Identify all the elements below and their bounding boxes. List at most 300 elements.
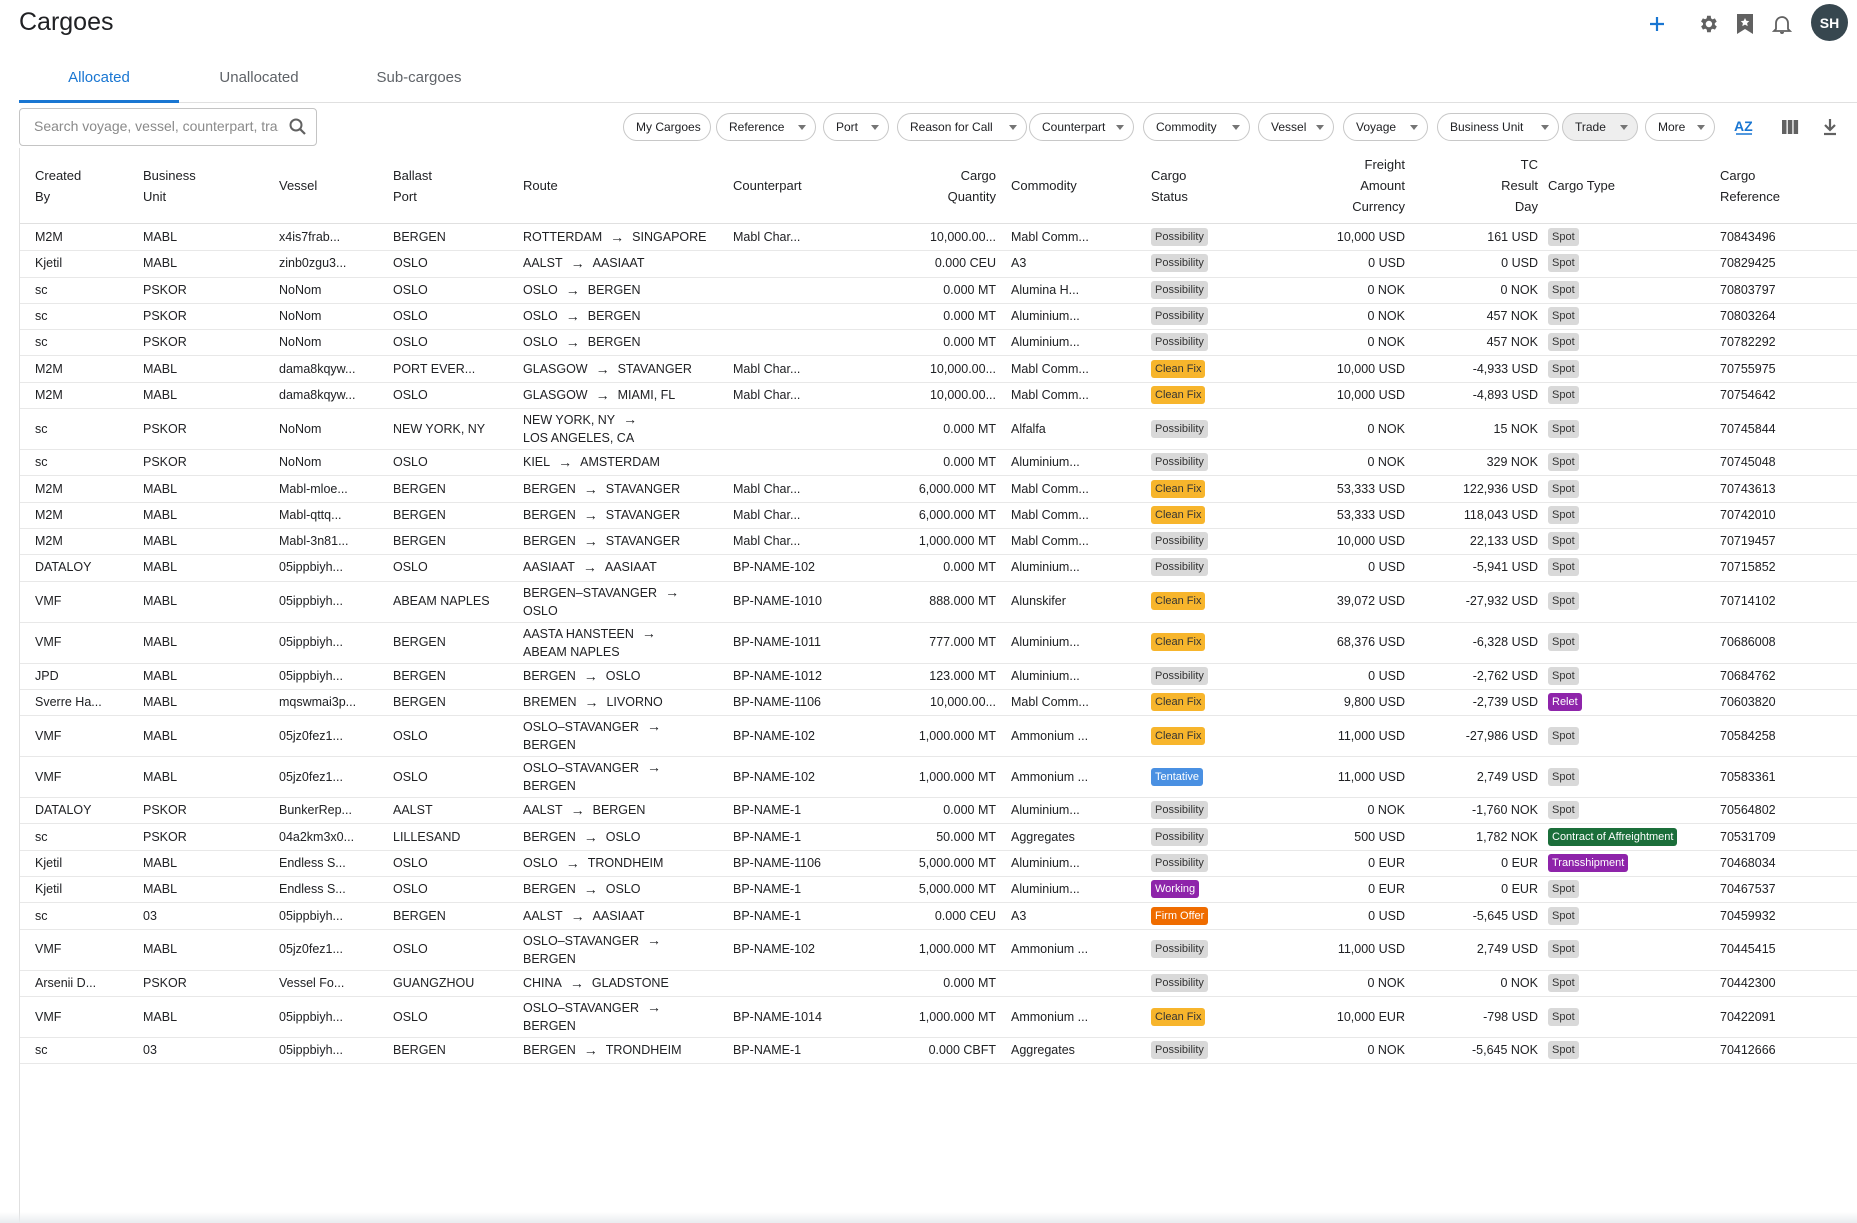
cell-bu: MABL (143, 507, 178, 522)
cell-created-by: VMF (35, 1009, 62, 1024)
cell-qty: 1,000.000 MT (918, 1009, 996, 1024)
cell-freight: 10,000 USD (1336, 534, 1405, 549)
cell-tc: -4,933 USD (1472, 361, 1538, 376)
filter-chip-reference[interactable] (716, 113, 816, 141)
route-from: BERGEN–STAVANGER (523, 585, 658, 600)
filter-chip-label: More (1658, 120, 1686, 134)
cell-vessel: 04a2km3x0... (279, 829, 355, 844)
cell-cargo-type (1548, 715, 1718, 756)
route-from: OSLO–STAVANGER (523, 720, 640, 735)
cell-commodity: Alfalfa (1011, 421, 1046, 436)
filter-chip-voyage[interactable] (1343, 113, 1428, 141)
cell-freight: 11,000 USD (1337, 942, 1405, 957)
cell-qty: 0.000 CBFT (928, 1043, 996, 1058)
filter-chip-commodity[interactable] (1143, 113, 1250, 141)
table-row[interactable] (20, 475, 1857, 502)
route-from: BERGEN (523, 481, 576, 496)
filter-chip-trade[interactable] (1562, 113, 1638, 141)
route-from: AALST (523, 256, 563, 271)
cell-commodity: Ammonium ... (1011, 769, 1089, 784)
cell-created-by: M2M (35, 230, 63, 245)
arrow-right-icon: → (665, 583, 680, 600)
cell-ref: 70829425 (1720, 256, 1776, 271)
cell-qty: 5,000.000 MT (918, 855, 996, 870)
cell-qty: 10,000.00... (929, 387, 996, 402)
filter-chip-label: Vessel (1271, 120, 1307, 134)
column-header-created-by[interactable]: Created By (35, 167, 82, 204)
table-row[interactable] (20, 850, 1857, 877)
cell-commodity: Mabl Comm... (1011, 481, 1089, 496)
cell-created-by: Sverre Ha... (35, 695, 102, 710)
table-row[interactable] (20, 382, 1857, 409)
cell-bu: MABL (143, 855, 178, 870)
table-row[interactable] (20, 663, 1857, 690)
table-row[interactable] (20, 329, 1857, 356)
route (523, 1042, 682, 1058)
route-from: OSLO–STAVANGER (523, 1001, 640, 1015)
cell-ref: 70719457 (1720, 534, 1776, 549)
cell-qty: 0.000 MT (943, 309, 996, 324)
cell-qty: 50.000 MT (936, 829, 996, 844)
cell-commodity: Aggregates (1011, 829, 1075, 844)
route-from: OSLO (523, 309, 558, 324)
table-row[interactable] (20, 756, 1857, 798)
cell-bu: MABL (143, 387, 178, 402)
route-to: STAVANGER (605, 507, 681, 522)
cell-route (523, 797, 733, 823)
route (523, 829, 641, 845)
cell-ballast: BERGEN (393, 1043, 446, 1058)
cell-created-by: M2M (35, 481, 63, 496)
cell-ref: 70715852 (1720, 560, 1776, 575)
cargo-type-badge: Spot (1548, 453, 1579, 471)
arrow-right-icon: → (570, 907, 585, 924)
cell-freight: 500 USD (1354, 829, 1405, 844)
route-from: ROTTERDAM (523, 230, 603, 245)
cell-counterpart: Mabl Char... (733, 230, 801, 245)
route (523, 855, 663, 871)
table-row[interactable] (20, 689, 1857, 716)
cell-route (523, 329, 733, 355)
top-bar (0, 0, 1857, 56)
chevron-down-icon (1009, 125, 1017, 130)
cell-freight: 0 NOK (1367, 455, 1405, 470)
cell-created-by: VMF (35, 635, 62, 650)
cell-ballast: BERGEN (393, 668, 446, 683)
cell-ref: 70468034 (1720, 855, 1776, 870)
cell-ref: 70843496 (1720, 230, 1776, 245)
cell-freight: 53,333 USD (1336, 507, 1405, 522)
table-row[interactable] (20, 303, 1857, 330)
route (523, 975, 669, 991)
route-to: BERGEN (592, 803, 646, 818)
filter-chip-label: Counterpart (1042, 120, 1106, 134)
cargo-type-badge: Spot (1548, 974, 1579, 992)
cargo-type-badge: Relet (1548, 693, 1582, 711)
tab-allocated[interactable]: Allocated (19, 60, 179, 102)
arrow-right-icon: → (584, 694, 599, 711)
cell-commodity: Aluminium... (1011, 309, 1080, 324)
cell-freight: 0 NOK (1367, 335, 1405, 350)
cell-ballast: OSLO (393, 882, 428, 897)
arrow-right-icon: → (583, 533, 598, 550)
cell-ballast: BERGEN (393, 534, 446, 549)
cell-cargo-type (1548, 797, 1718, 823)
cell-created-by: VMF (35, 594, 62, 609)
cell-vessel: 05ippbiyh... (279, 1043, 343, 1058)
cell-ballast: BERGEN (393, 635, 446, 650)
cargo-type-badge: Spot (1548, 768, 1579, 786)
chevron-down-icon (798, 125, 806, 130)
arrow-right-icon: → (565, 854, 580, 871)
cell-created-by: sc (35, 421, 48, 436)
cell-commodity: Aluminium... (1011, 855, 1080, 870)
table-row[interactable] (20, 1037, 1857, 1064)
column-header-route[interactable]: Route (523, 178, 558, 193)
table-row[interactable] (20, 970, 1857, 997)
arrow-right-icon: → (647, 718, 662, 735)
cell-bu: MABL (143, 728, 178, 743)
cell-tc: 329 NOK (1486, 455, 1538, 470)
cell-ballast: OSLO (393, 560, 428, 575)
route-to: BERGEN (587, 309, 641, 324)
cell-tc: -5,645 USD (1472, 908, 1538, 923)
cell-vessel: Vessel Fo... (279, 975, 345, 990)
column-header-vessel[interactable]: Vessel (279, 178, 318, 193)
route-from: NEW YORK, NY (523, 413, 616, 428)
column-header-tc[interactable]: TC Result Day (1501, 157, 1538, 214)
table-row[interactable] (20, 581, 1857, 623)
arrow-right-icon: → (565, 281, 580, 298)
status-badge: Possibility (1151, 281, 1208, 299)
route-to: LIVORNO (606, 695, 663, 710)
cell-counterpart (733, 449, 883, 475)
cell-qty: 0.000 MT (943, 421, 996, 436)
cell-commodity: Ammonium ... (1011, 942, 1089, 957)
route-to: BERGEN (523, 779, 576, 794)
route-to: BERGEN (523, 1019, 576, 1033)
cell-bu: MABL (143, 769, 178, 784)
cell-freight: 11,000 USD (1337, 769, 1405, 784)
cell-freight: 68,376 USD (1336, 635, 1405, 650)
cell-tc: -4,893 USD (1472, 387, 1538, 402)
gear-icon[interactable] (1696, 12, 1720, 36)
route-from: BERGEN (523, 882, 576, 897)
cell-ballast: OSLO (393, 282, 428, 297)
route-to: AASIAAT (592, 256, 645, 271)
route (523, 758, 669, 795)
cell-tc: -798 USD (1483, 1009, 1538, 1024)
cell-cargo-type (1548, 902, 1718, 928)
cell-vessel: NoNom (279, 455, 322, 470)
table-row[interactable] (20, 622, 1857, 664)
table-row[interactable] (20, 902, 1857, 929)
cargo-type-badge: Spot (1548, 480, 1579, 498)
arrow-right-icon: → (569, 974, 584, 991)
cell-freight: 0 NOK (1367, 282, 1405, 297)
arrow-right-icon: → (583, 881, 598, 898)
route-to: OSLO (605, 668, 641, 683)
cell-ballast: OSLO (393, 455, 428, 470)
route (523, 533, 680, 549)
plus-icon[interactable] (1645, 12, 1669, 36)
cell-counterpart: BP-NAME-1 (733, 1043, 802, 1058)
cell-counterpart (733, 970, 883, 996)
cell-ref: 70714102 (1720, 594, 1776, 609)
cell-counterpart: BP-NAME-102 (733, 942, 815, 957)
column-header-ref[interactable]: Cargo Reference (1720, 167, 1780, 204)
cell-vessel: Mabl-qttq... (279, 507, 342, 522)
status-badge: Possibility (1151, 558, 1208, 576)
cell-commodity: Alumina H... (1011, 282, 1080, 297)
cell-route (523, 824, 733, 850)
cell-counterpart: BP-NAME-102 (733, 728, 815, 743)
route-to: TRONDHEIM (605, 1043, 682, 1058)
route (523, 931, 669, 968)
cell-ref: 70745844 (1720, 421, 1776, 436)
cell-created-by: sc (35, 282, 48, 297)
cargo-type-badge: Transshipment (1548, 854, 1628, 872)
cell-bu: MABL (143, 695, 178, 710)
filter-chip-port[interactable] (823, 113, 889, 141)
tab-unallocated[interactable]: Unallocated (219, 69, 299, 86)
table-row[interactable] (20, 554, 1857, 581)
cell-route (523, 250, 733, 276)
table-row[interactable] (20, 929, 1857, 971)
cargo-type-badge: Spot (1548, 254, 1579, 272)
cell-ref: 70583361 (1720, 769, 1776, 784)
column-header-commodity[interactable]: Commodity (1011, 178, 1077, 193)
cell-ref: 70442300 (1720, 975, 1776, 990)
route (523, 255, 644, 271)
cell-created-by: VMF (35, 942, 62, 957)
cell-bu: PSKOR (143, 975, 187, 990)
cell-qty: 1,000.000 MT (918, 728, 996, 743)
cell-ballast: GUANGZHOU (393, 975, 475, 990)
cell-cargo-type (1548, 329, 1718, 355)
cell-bu: PSKOR (143, 803, 187, 818)
cargo-table (19, 148, 1857, 1223)
cell-vessel: NoNom (279, 421, 322, 436)
column-header-freight[interactable]: Freight Amount Currency (1352, 157, 1405, 214)
filter-chip-vessel[interactable] (1258, 113, 1334, 141)
route-to: AASIAAT (604, 560, 657, 575)
cell-created-by: sc (35, 309, 48, 324)
cell-commodity: Alunskifer (1011, 594, 1066, 609)
cell-bu: 03 (143, 908, 157, 923)
table-row[interactable] (20, 876, 1857, 903)
column-header-counterpart[interactable]: Counterpart (733, 178, 802, 193)
cell-counterpart: BP-NAME-102 (733, 769, 815, 784)
cell-bu: MABL (143, 361, 178, 376)
cell-commodity: Aluminium... (1011, 560, 1080, 575)
cell-vessel: Endless S... (279, 882, 346, 897)
cell-vessel: 05ippbiyh... (279, 668, 343, 683)
cell-commodity: Aluminium... (1011, 803, 1080, 818)
table-row[interactable] (20, 528, 1857, 555)
cargo-type-badge: Spot (1548, 281, 1579, 299)
search-input[interactable] (32, 117, 281, 135)
cell-created-by: sc (35, 908, 48, 923)
arrow-right-icon: → (582, 559, 597, 576)
cell-freight: 0 NOK (1367, 1043, 1405, 1058)
arrow-right-icon: → (565, 334, 580, 351)
cell-route (523, 382, 733, 408)
status-badge: Clean Fix (1151, 693, 1205, 711)
cell-tc: -2,739 USD (1472, 695, 1538, 710)
cell-tc: 2,749 USD (1476, 769, 1538, 784)
cell-tc: -27,932 USD (1465, 594, 1538, 609)
chevron-down-icon (871, 125, 879, 130)
route-to: GLADSTONE (591, 975, 669, 990)
cell-cargo-type (1548, 850, 1718, 876)
search-icon[interactable] (288, 117, 308, 142)
filter-chip-business-unit[interactable] (1437, 113, 1559, 141)
cell-cargo-type (1548, 382, 1718, 408)
route-from: BERGEN (523, 668, 576, 683)
arrow-right-icon: → (623, 411, 638, 428)
cargo-type-badge: Spot (1548, 307, 1579, 325)
bookmark-star-icon[interactable] (1733, 12, 1757, 36)
tab-sub-cargoes[interactable]: Sub-cargoes (376, 69, 462, 86)
filter-chip-reason-for-call[interactable] (897, 113, 1027, 141)
cell-bu: PSKOR (143, 829, 187, 844)
filter-chip-my-cargoes[interactable] (623, 113, 711, 141)
cell-created-by: Kjetil (35, 882, 63, 897)
cell-ref: 70531709 (1720, 829, 1776, 844)
sort-az-icon[interactable] (1732, 115, 1756, 139)
column-header-ballast[interactable]: Ballast Port (393, 167, 433, 204)
cargo-type-badge: Spot (1548, 360, 1579, 378)
bell-icon[interactable] (1770, 12, 1794, 36)
cell-route (523, 502, 733, 528)
cell-qty: 0.000 MT (943, 560, 996, 575)
table-row[interactable] (20, 250, 1857, 277)
route (523, 454, 660, 470)
cell-vessel: NoNom (279, 282, 322, 297)
avatar[interactable]: SH (1811, 4, 1848, 41)
cell-created-by: VMF (35, 769, 62, 784)
cell-vessel: x4is7frab... (279, 230, 341, 245)
cell-ballast: OSLO (393, 387, 428, 402)
route (523, 583, 687, 620)
route-to: OSLO (605, 829, 641, 844)
column-header-status[interactable]: Cargo Status (1151, 167, 1188, 204)
cell-ref: 70445415 (1720, 942, 1776, 957)
cell-tc: 0 USD (1501, 256, 1538, 271)
status-badge: Clean Fix (1151, 727, 1205, 745)
cell-ballast: OSLO (393, 728, 428, 743)
cell-ballast: OSLO (393, 942, 428, 957)
cell-commodity: A3 (1011, 256, 1027, 271)
route-to: MIAMI, FL (617, 387, 676, 402)
table-row[interactable] (20, 715, 1857, 757)
cell-counterpart: BP-NAME-1 (733, 829, 802, 844)
column-header-bu[interactable]: Business Unit (143, 167, 196, 204)
cell-tc: 0 NOK (1500, 975, 1538, 990)
cell-created-by: M2M (35, 387, 63, 402)
route (523, 802, 645, 818)
page-title: Cargoes (19, 8, 114, 36)
cell-vessel: 05ippbiyh... (279, 908, 343, 923)
table-row[interactable] (20, 502, 1857, 529)
cell-ref: 70564802 (1720, 803, 1776, 818)
arrow-right-icon: → (570, 802, 585, 819)
route (523, 668, 641, 684)
column-header-type[interactable]: Cargo Type (1548, 178, 1615, 193)
table-row[interactable] (20, 449, 1857, 476)
status-badge: Possibility (1151, 254, 1208, 272)
table-row[interactable] (20, 996, 1857, 1038)
cell-bu: MABL (143, 256, 178, 271)
cell-bu: MABL (143, 942, 178, 957)
cell-cargo-type (1548, 622, 1718, 663)
filter-chip-label: Business Unit (1450, 120, 1524, 134)
cell-commodity: Aluminium... (1011, 455, 1080, 470)
filter-chip-counterpart[interactable] (1029, 113, 1134, 141)
download-icon[interactable] (1818, 115, 1842, 139)
cell-created-by: sc (35, 335, 48, 350)
cell-freight: 39,072 USD (1336, 594, 1405, 609)
cell-commodity: Mabl Comm... (1011, 507, 1089, 522)
cell-ballast: OSLO (393, 1009, 428, 1024)
cell-counterpart: BP-NAME-1014 (733, 1009, 822, 1024)
cargo-type-badge: Spot (1548, 633, 1579, 651)
columns-icon[interactable] (1778, 115, 1802, 139)
column-header-qty[interactable]: Cargo Quantity (947, 167, 996, 204)
arrow-right-icon: → (595, 386, 610, 403)
cell-tc: 0 NOK (1500, 282, 1538, 297)
cell-route (523, 224, 733, 250)
status-badge: Possibility (1151, 974, 1208, 992)
cell-route (523, 277, 733, 303)
cell-commodity: Mabl Comm... (1011, 230, 1089, 245)
cell-vessel: Mabl-mloe... (279, 481, 348, 496)
table-row[interactable] (20, 277, 1857, 304)
table-row[interactable] (20, 356, 1857, 383)
cell-cargo-type (1548, 475, 1718, 501)
cell-bu: MABL (143, 481, 178, 496)
cell-counterpart: BP-NAME-1011 (733, 635, 821, 650)
cell-ref: 70745048 (1720, 455, 1776, 470)
table-row[interactable] (20, 824, 1857, 851)
cell-vessel: 05ippbiyh... (279, 1009, 343, 1024)
cell-freight: 0 USD (1368, 560, 1405, 575)
route-to: STAVANGER (605, 481, 681, 496)
cargo-type-badge: Spot (1548, 940, 1579, 958)
cell-ref: 70459932 (1720, 908, 1776, 923)
route-to: AMSTERDAM (580, 455, 660, 470)
cell-counterpart: Mabl Char... (733, 361, 801, 376)
cell-freight: 0 NOK (1367, 421, 1405, 436)
status-badge: Working (1151, 880, 1199, 898)
route-to: STAVANGER (617, 361, 692, 376)
cell-qty: 0.000 MT (943, 803, 996, 818)
cell-cargo-type (1548, 502, 1718, 528)
cell-route (523, 663, 733, 689)
cell-route (523, 408, 733, 449)
svg-text:AZ: AZ (1734, 118, 1753, 134)
table-row[interactable] (20, 224, 1857, 251)
route (523, 334, 641, 350)
cell-qty: 6,000.000 MT (918, 507, 996, 522)
cell-route (523, 303, 733, 329)
cell-route (523, 756, 733, 797)
filter-chip-more[interactable] (1645, 113, 1715, 141)
table-row[interactable] (20, 408, 1857, 450)
table-row[interactable] (20, 797, 1857, 824)
status-badge: Possibility (1151, 333, 1208, 351)
